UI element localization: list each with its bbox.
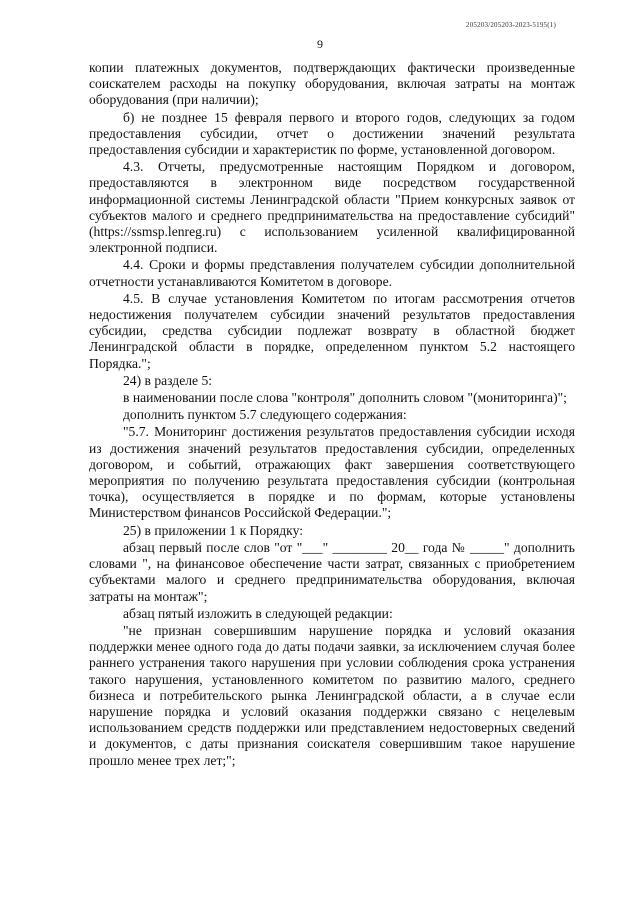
paragraph: б) не позднее 15 февраля первого и второго годов, следующих за годом предоставления субсидии, отчет о достижении значений результата предоставления субсидии и характеристик по форме, установленной договором. — [89, 109, 575, 158]
paragraph: абзац пятый изложить в следующей редакции: — [123, 605, 393, 621]
paragraph: 24) в разделе 5: — [123, 372, 213, 388]
paragraph: "не признан совершившим нарушение порядка и условий оказания поддержки менее одного года до даты подачи заявки, за исключением случая более раннего устранения такого нарушения при условии соблюдения срока устранения такого нарушения, установленного комитетом по развитию малого, среднего бизнеса и потребительского рынка Ленинградской области, а в случае если нарушение порядка и условий оказания поддержки связано с нецелевым использованием средств поддержки или представлением недостоверных сведений и документов, с даты признания соискателя совершившим такое нарушение прошло менее трех лет;"; — [89, 622, 575, 768]
paragraph: 4.5. В случае установления Комитетом по итогам рассмотрения отчетов недостижения получателем субсидии значений результатов предоставления субсидии, средства субсидии подлежат возврату в областной бюджет Ленинградской области в порядке, определенном пунктом 5.2 настоящего Порядка."; — [89, 290, 575, 371]
paragraph: 25) в приложении 1 к Порядку: — [123, 522, 303, 538]
document-id: 205203/205203-2023-5195(1) — [466, 21, 556, 29]
paragraph: "5.7. Мониторинг достижения результатов предоставления субсидии исходя из достижения значений результатов предоставления субсидии, определенных договором, и событий, отражающих факт завершения соответствующего мероприятия по получению результата предоставления субсидии (контрольная точка), осуществляется в порядке и по формам, которые установлены Министерством финансов Российской Федерации."; — [89, 424, 575, 521]
document-body — [89, 60, 575, 770]
paragraph: копии платежных документов, подтверждающих фактически произведенные соискателем расходы на покупку оборудования, включая затраты на монтаж оборудования (при наличии); — [89, 60, 575, 108]
paragraph: 4.3. Отчеты, предусмотренные настоящим Порядком и договором, предоставляются в электронном виде посредством государственной информационной системы Ленинградской области "Прием конкурсных заявок от субъектов малого и среднего предпринимательства на предоставление субсидий" (https://ssmsp.lenreg.ru) с использованием усиленной квалифицированной электронной подписи. — [89, 159, 575, 256]
paragraph: дополнить пунктом 5.7 следующего содержания: — [123, 407, 407, 423]
paragraph: в наименовании после слова "контроля" дополнить словом "(мониторинга)"; — [123, 390, 567, 406]
paragraph: абзац первый после слов "от "___" ________ 20__ года № _____" дополнить словами ", на финансовое обеспечение части затрат, связанных с приобретением субъектами малого и среднего предпринимательства оборудования, включая затраты на монтаж"; — [89, 539, 575, 604]
page-number: 9 — [317, 37, 323, 51]
paragraph: 4.4. Сроки и формы представления получателем субсидии дополнительной отчетности устанавливаются Комитетом в договоре. — [89, 257, 575, 289]
